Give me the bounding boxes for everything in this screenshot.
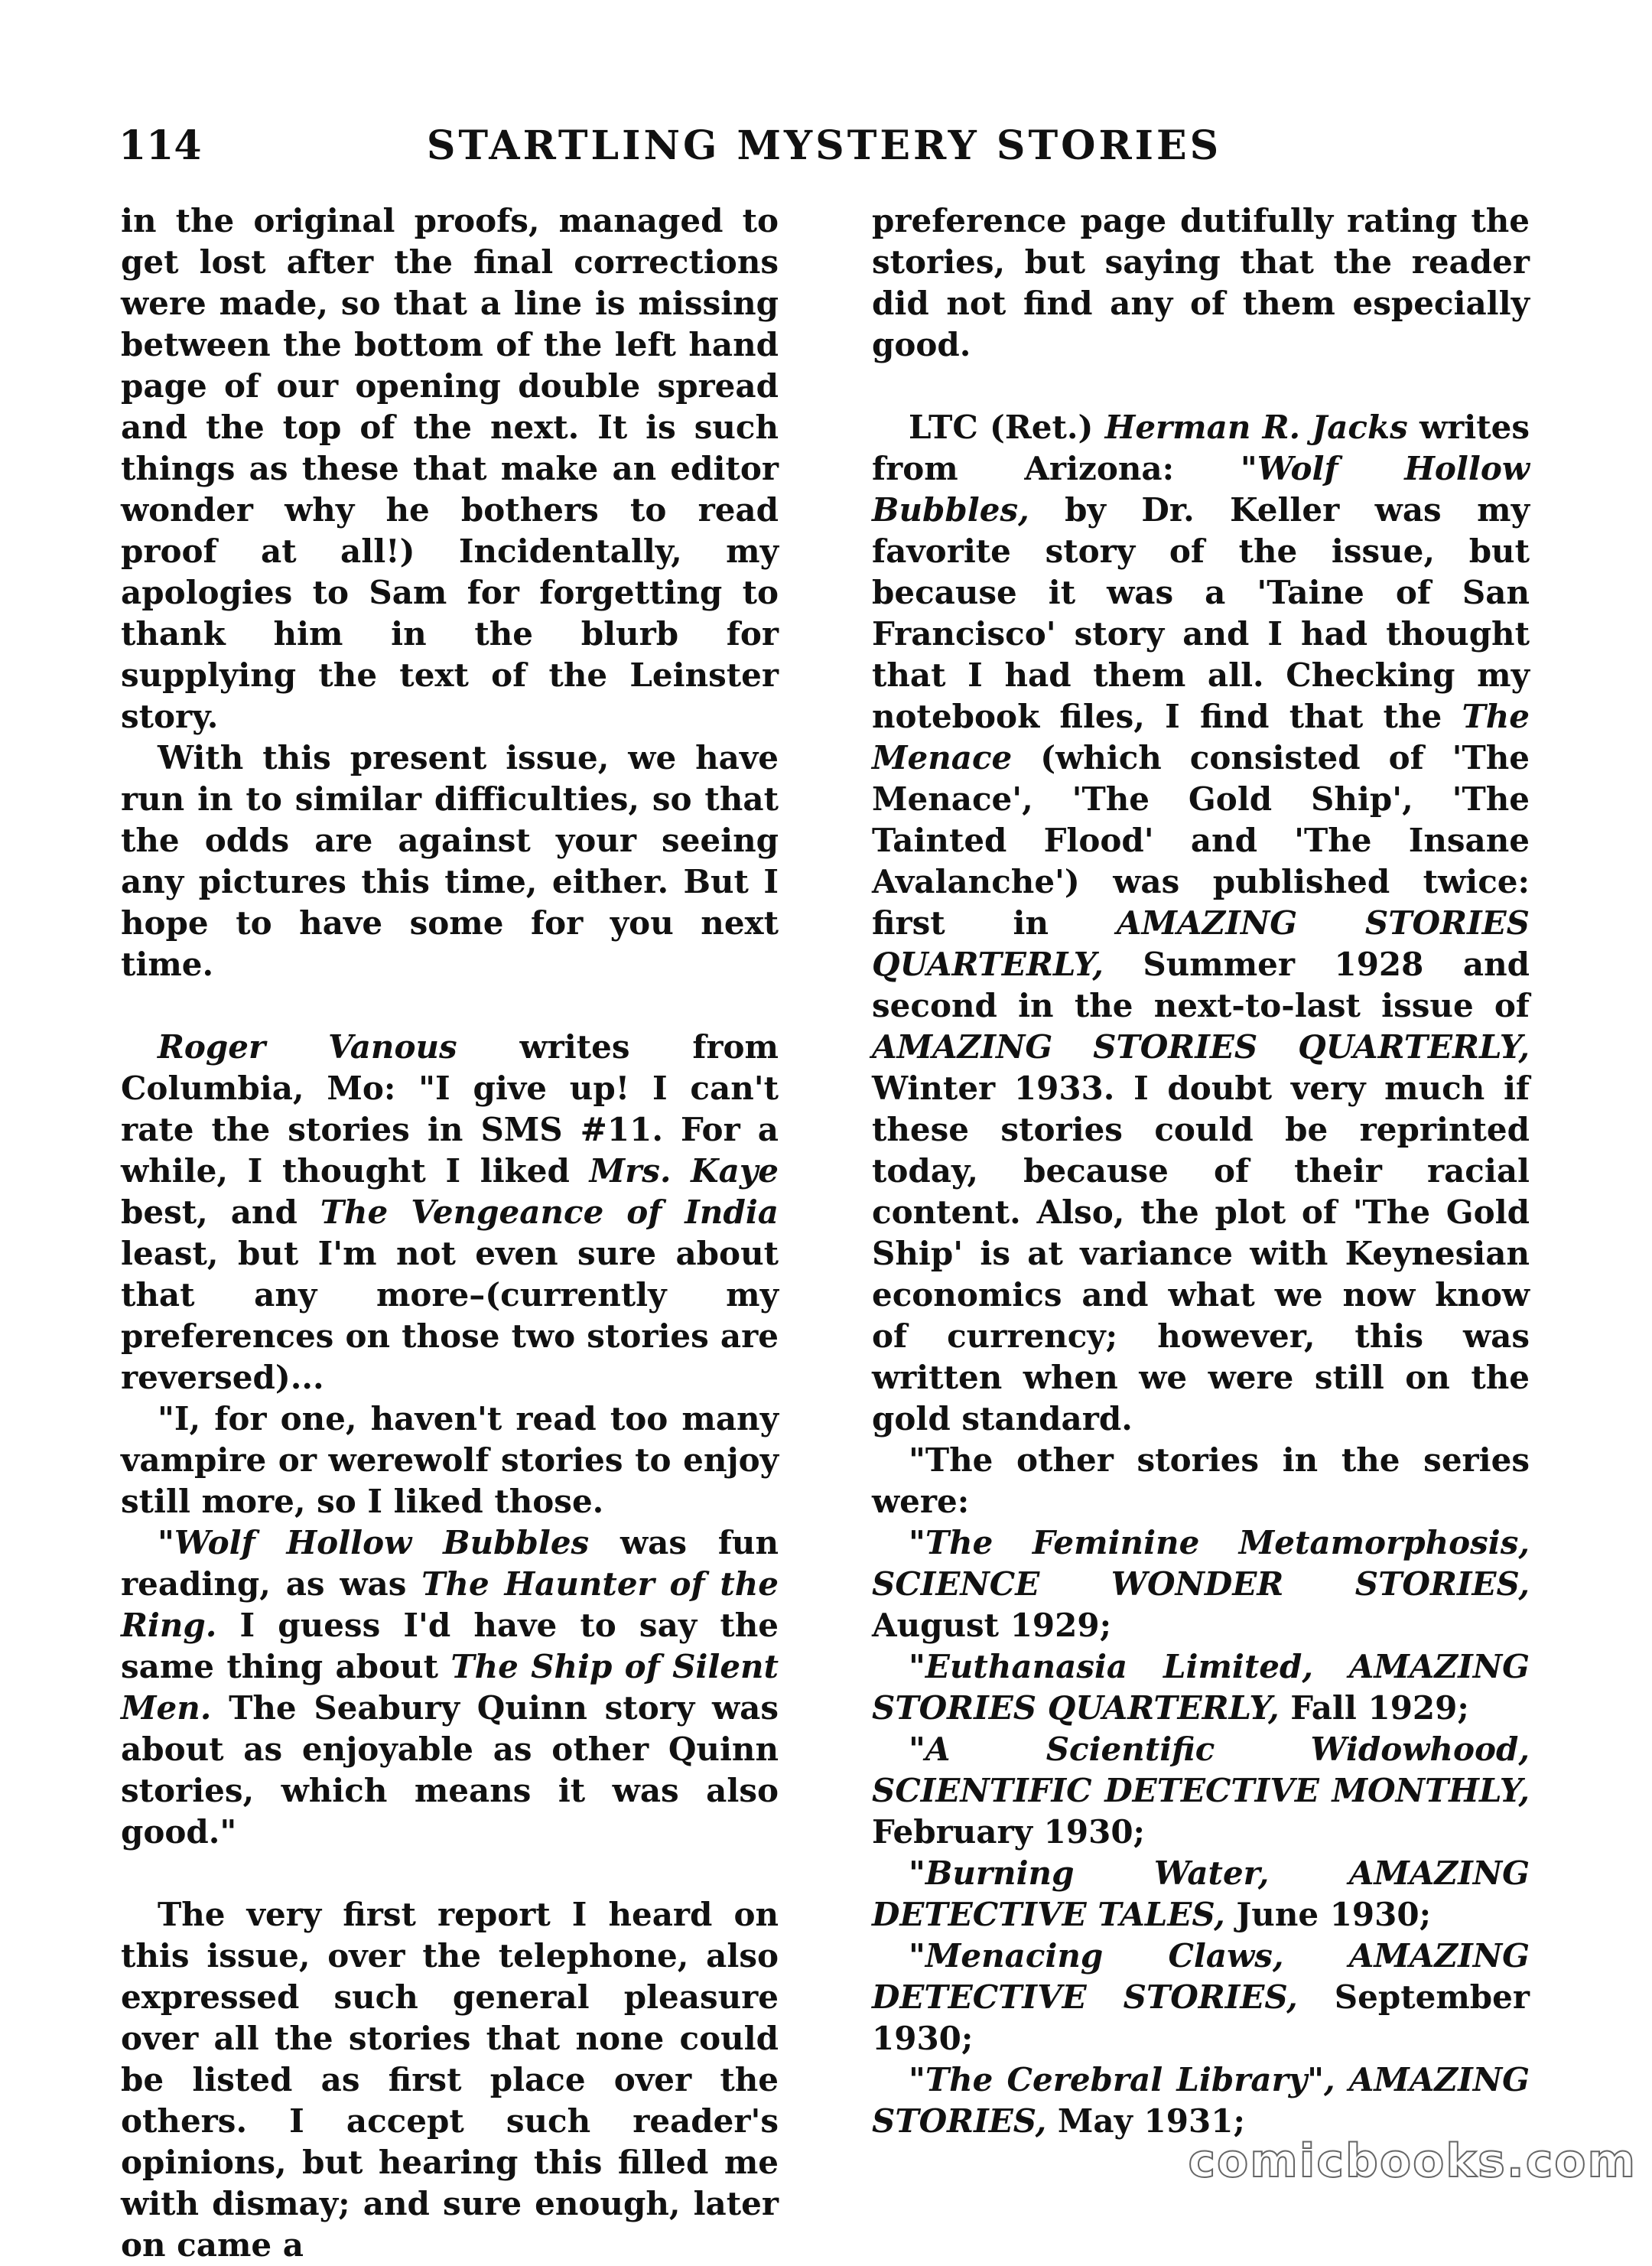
story-title: Wolf Hollow Bubbles, <box>872 450 1530 529</box>
story-title: The Vengeance of India <box>320 1193 779 1231</box>
running-title: STARTLING MYSTERY STORIES <box>426 122 1222 169</box>
paragraph: "I, for one, haven't read too many vampire or werewolf stories to enjoy still more, so I liked those. <box>121 1400 779 1520</box>
right-column <box>872 200 1530 2142</box>
page-header <box>119 115 1530 184</box>
reference-item: "Burning Water, AMAZING DETECTIVE TALES, June 1930; <box>872 1854 1530 1933</box>
reference-item: "The Cerebral Library", AMAZING STORIES, May 1931; <box>872 2061 1530 2140</box>
author-name: Roger Vanous <box>158 1028 457 1066</box>
paragraph: preference page dutifully rating the stories, but saying that the reader did not find any of them especially good. <box>872 202 1530 363</box>
story-title: Wolf Hollow Bubbles <box>174 1524 590 1561</box>
reference-item: "Euthanasia Limited, AMAZING STORIES QUARTERLY, Fall 1929; <box>872 1648 1530 1727</box>
paragraph: The very first report I heard on this issue, over the telephone, also expressed such general pleasure over all the stories that none could be listed as first place over the others. I accept such reader's opinions, but hearing this filled me with dismay; and sure enough, later on came a <box>121 1896 779 2264</box>
story-title: The Menace <box>872 698 1530 776</box>
author-name: Herman R. Jacks <box>1104 409 1408 446</box>
reference-item: "A Scientific Widowhood, SCIENTIFIC DETECTIVE MONTHLY, February 1930; <box>872 1730 1530 1851</box>
letter-roger-vanous: Roger Vanous writes from Columbia, Mo: "I give up! I can't rate the stories in SMS #11. For a while, I thought I liked Mrs. Kaye best, and The Vengeance of India least, but I'm not even sure about that any more–(currently my preferences on those two stories are reversed)... <box>121 1028 779 1396</box>
paragraph: "The other stories in the series were: <box>872 1441 1530 1520</box>
watermark: comicbooks.com <box>1188 2134 1637 2188</box>
magazine-title: AMAZING STORIES QUARTERLY, <box>872 1028 1530 1066</box>
reference-item: "The Feminine Metamorphosis, SCIENCE WONDER STORIES, August 1929; <box>872 1524 1530 1644</box>
left-column <box>121 200 779 2266</box>
reference-item: "Menacing Claws, AMAZING DETECTIVE STORIES, September 1930; <box>872 1937 1530 2057</box>
magazine-title: AMAZING STORIES QUARTERLY, <box>872 904 1530 983</box>
paragraph: "Wolf Hollow Bubbles was fun reading, as was The Haunter of the Ring. I guess I'd have to say the same thing about The Ship of Silent Men. The Seabury Quinn story was about as enjoyable as other Quinn stories, which means it was also good." <box>121 1524 779 1851</box>
story-title: The Haunter of the Ring. <box>121 1565 779 1644</box>
paragraph: With this present issue, we have run in to similar difficulties, so that the odds are against your seeing any pictures this time, either. But I hope to have some for you next time. <box>121 739 779 983</box>
letter-herman-jacks: LTC (Ret.) Herman R. Jacks writes from Arizona: "Wolf Hollow Bubbles, by Dr. Keller was my favorite story of the issue, but because it was a 'Taine of San Francisco' story and I had thought that I had them all. Checking my notebook files, I find that the The Menace (which consisted of 'The Menace', 'The Gold Ship', 'The Tainted Flood' and 'The Insane Avalanche') was published twice: first in AMAZING STORIES QUARTERLY, Summer 1928 and second in the next-to-last issue of AMAZING STORIES QUARTERLY, Winter 1933. I doubt very much if these stories could be reprinted today, because of their racial content. Also, the plot of 'The Gold Ship' is at variance with Keynesian economics and what we now know of currency; however, this was written when we were still on the gold standard. <box>872 409 1530 1437</box>
page-number: 114 <box>119 122 202 169</box>
story-title: The Ship of Silent Men. <box>121 1648 779 1727</box>
story-title: Mrs. Kaye <box>589 1152 779 1190</box>
paragraph: in the original proofs, managed to get lost after the final corrections were made, so that a line is missing between the bottom of the left hand page of our opening double spread and the top of the next. It is such things as these that make an editor wonder why he bothers to read proof at all!) Incidentally, my apologies to Sam for forgetting to thank him in the blurb for supplying the text of the Leinster story. <box>121 202 779 735</box>
